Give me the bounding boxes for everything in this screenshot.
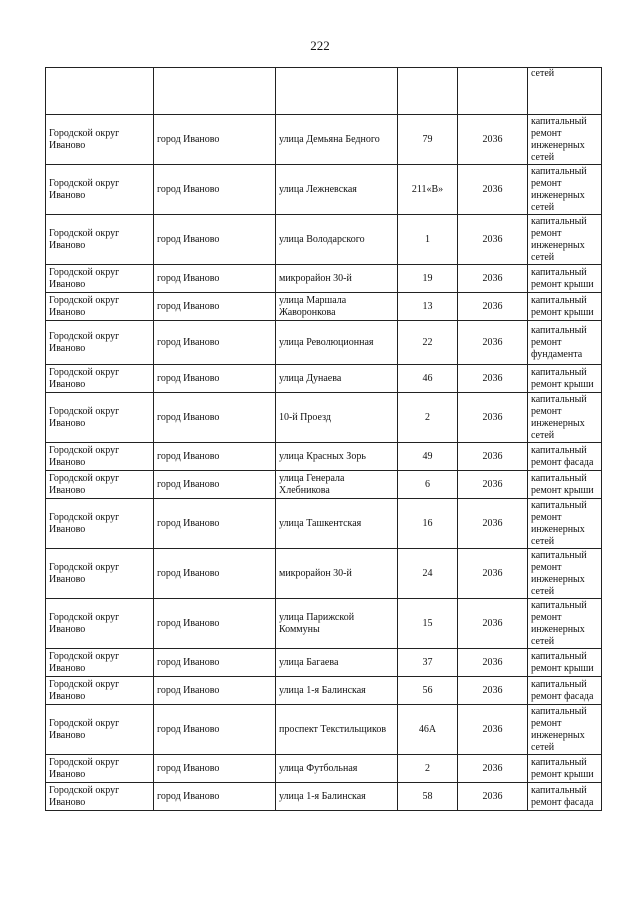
table-row [46,293,602,321]
cell-district: Городской округ Иваново [46,549,154,599]
cell-street: улица Футбольная [276,755,398,783]
cell-street: улица Демьяна Бедного [276,115,398,165]
cell-house: 2 [398,755,458,783]
cell-district: Городской округ Иваново [46,321,154,365]
cell-city: город Иваново [154,393,276,443]
cell-district: Городской округ Иваново [46,215,154,265]
cell-year: 2036 [458,677,528,705]
cell-work: капитальный ремонт крыши [528,649,602,677]
cell-work: капитальный ремонт фасада [528,783,602,811]
cell-street: 10-й Проезд [276,393,398,443]
table-row [46,649,602,677]
cell-street: улица Дунаева [276,365,398,393]
cell-street: улица Ташкентская [276,499,398,549]
cell-district: Городской округ Иваново [46,293,154,321]
cell-district [46,68,154,115]
table-row [46,443,602,471]
cell-year: 2036 [458,499,528,549]
cell-street: улица Генерала Хлебникова [276,471,398,499]
cell-house: 24 [398,549,458,599]
cell-street: улица Багаева [276,649,398,677]
cell-district: Городской округ Иваново [46,499,154,549]
cell-house: 46А [398,705,458,755]
cell-house: 6 [398,471,458,499]
cell-year [458,68,528,115]
table-body [46,68,602,811]
cell-work: сетей [528,68,602,115]
cell-work: капитальный ремонт крыши [528,265,602,293]
cell-year: 2036 [458,705,528,755]
cell-year: 2036 [458,293,528,321]
cell-work: капитальный ремонт фундамента [528,321,602,365]
cell-district: Городской округ Иваново [46,165,154,215]
cell-city: город Иваново [154,677,276,705]
table-row [46,783,602,811]
table-row [46,599,602,649]
cell-work: капитальный ремонт фасада [528,677,602,705]
cell-house: 46 [398,365,458,393]
table-row [46,549,602,599]
cell-work: капитальный ремонт крыши [528,293,602,321]
table-row [46,393,602,443]
cell-city: город Иваново [154,215,276,265]
cell-city: город Иваново [154,649,276,677]
cell-year: 2036 [458,443,528,471]
cell-work: капитальный ремонт крыши [528,365,602,393]
cell-street: улица Володарского [276,215,398,265]
cell-year: 2036 [458,649,528,677]
cell-city: город Иваново [154,549,276,599]
cell-house: 211«В» [398,165,458,215]
cell-street: улица Лежневская [276,165,398,215]
page-number: 222 [310,38,330,53]
cell-city: город Иваново [154,705,276,755]
cell-city: город Иваново [154,293,276,321]
cell-year: 2036 [458,393,528,443]
cell-house: 58 [398,783,458,811]
cell-street [276,68,398,115]
cell-district: Городской округ Иваново [46,365,154,393]
table-row [46,499,602,549]
table-row-continuation [46,68,602,115]
cell-year: 2036 [458,165,528,215]
cell-house: 1 [398,215,458,265]
cell-district: Городской округ Иваново [46,443,154,471]
table-row [46,115,602,165]
table-row [46,215,602,265]
cell-work: капитальный ремонт инженерных сетей [528,549,602,599]
cell-work: капитальный ремонт фасада [528,443,602,471]
cell-city: город Иваново [154,265,276,293]
cell-city: город Иваново [154,443,276,471]
cell-city: город Иваново [154,599,276,649]
cell-district: Городской округ Иваново [46,783,154,811]
cell-year: 2036 [458,471,528,499]
cell-city: город Иваново [154,165,276,215]
cell-district: Городской округ Иваново [46,393,154,443]
cell-work: капитальный ремонт инженерных сетей [528,215,602,265]
cell-district: Городской округ Иваново [46,265,154,293]
cell-house: 13 [398,293,458,321]
cell-street: улица 1-я Балинская [276,783,398,811]
cell-district: Городской округ Иваново [46,115,154,165]
cell-city: город Иваново [154,755,276,783]
table-row [46,677,602,705]
cell-house: 79 [398,115,458,165]
cell-street: улица Маршала Жаворонкова [276,293,398,321]
cell-year: 2036 [458,755,528,783]
table-row [46,365,602,393]
cell-year: 2036 [458,599,528,649]
cell-year: 2036 [458,549,528,599]
cell-street: улица Революционная [276,321,398,365]
cell-house: 37 [398,649,458,677]
cell-work: капитальный ремонт инженерных сетей [528,393,602,443]
cell-street: улица Парижской Коммуны [276,599,398,649]
cell-house: 22 [398,321,458,365]
cell-district: Городской округ Иваново [46,677,154,705]
cell-year: 2036 [458,321,528,365]
repair-schedule-table [45,67,602,811]
cell-work: капитальный ремонт инженерных сетей [528,165,602,215]
cell-work: капитальный ремонт крыши [528,471,602,499]
cell-city [154,68,276,115]
cell-house: 56 [398,677,458,705]
cell-city: город Иваново [154,321,276,365]
cell-street: улица 1-я Балинская [276,677,398,705]
table-row [46,165,602,215]
cell-house: 19 [398,265,458,293]
cell-house: 49 [398,443,458,471]
cell-street: улица Красных Зорь [276,443,398,471]
cell-work: капитальный ремонт инженерных сетей [528,115,602,165]
table-row [46,705,602,755]
cell-city: город Иваново [154,499,276,549]
cell-district: Городской округ Иваново [46,649,154,677]
cell-city: город Иваново [154,115,276,165]
cell-city: город Иваново [154,783,276,811]
cell-street: микрорайон 30-й [276,549,398,599]
cell-year: 2036 [458,783,528,811]
cell-work: капитальный ремонт крыши [528,755,602,783]
table-row [46,755,602,783]
cell-district: Городской округ Иваново [46,755,154,783]
cell-year: 2036 [458,215,528,265]
cell-district: Городской округ Иваново [46,705,154,755]
cell-work: капитальный ремонт инженерных сетей [528,599,602,649]
cell-street: проспект Текстильщиков [276,705,398,755]
cell-year: 2036 [458,115,528,165]
cell-house [398,68,458,115]
cell-work: капитальный ремонт инженерных сетей [528,499,602,549]
cell-house: 16 [398,499,458,549]
cell-year: 2036 [458,265,528,293]
cell-work: капитальный ремонт инженерных сетей [528,705,602,755]
cell-house: 15 [398,599,458,649]
cell-city: город Иваново [154,365,276,393]
cell-house: 2 [398,393,458,443]
cell-year: 2036 [458,365,528,393]
cell-district: Городской округ Иваново [46,599,154,649]
table-row [46,265,602,293]
cell-city: город Иваново [154,471,276,499]
table-row [46,321,602,365]
cell-district: Городской округ Иваново [46,471,154,499]
cell-street: микрорайон 30-й [276,265,398,293]
table-row [46,471,602,499]
